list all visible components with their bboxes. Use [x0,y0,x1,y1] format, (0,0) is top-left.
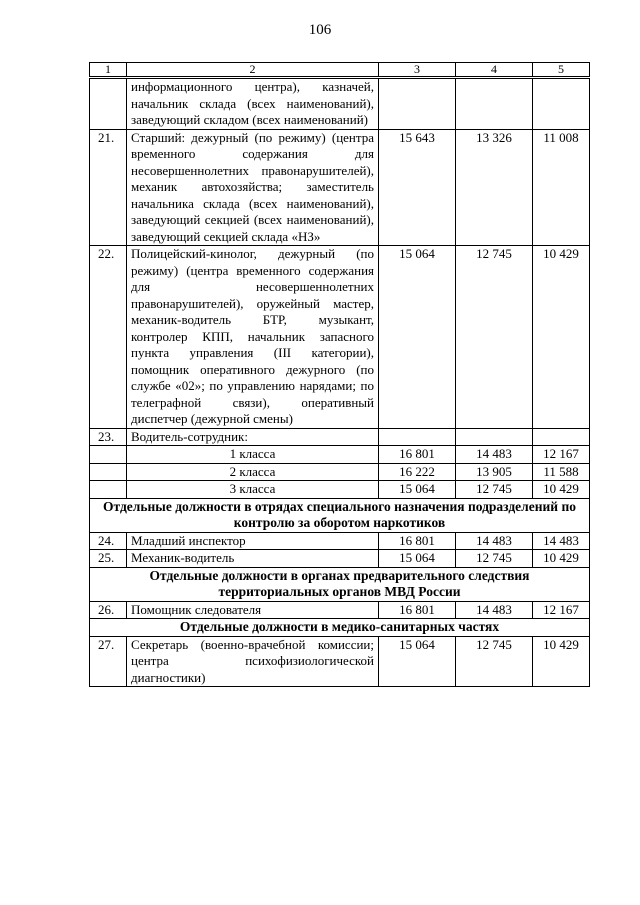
row-position-name: Водитель-сотрудник: [127,428,379,446]
section-heading: Отдельные должности в органах предварительного следствия территориальных органов МВД России [90,567,590,601]
row-value-col4: 14 483 [456,601,533,619]
row-value-col4: 12 745 [456,550,533,568]
row-value-col5: 10 429 [533,636,590,687]
row-number: 27. [90,636,127,687]
table-subrow [90,463,590,481]
row-number [90,78,127,130]
table-row [90,129,590,246]
row-value-col4: 13 326 [456,129,533,246]
row-class-label: 2 класса [127,463,379,481]
row-value-col3: 16 801 [379,601,456,619]
row-position-name: Полицейский-кинолог, дежурный (по режиму) (центра временного содержания для несовершеннолетних правонарушителей), оружейный мастер, механик-водитель БТР, музыкант, контролер КПП, начальник запасного пункта управления (III категории), помощник оперативного дежурного (по службе «02»; по управлению нарядами; по телеграфной связи), оперативный диспетчер (дежурной смены) [127,246,379,429]
row-value-col4: 12 745 [456,246,533,429]
row-value-col3 [379,78,456,130]
row-value-col3: 16 222 [379,463,456,481]
header-col-4: 4 [456,63,533,78]
row-value-col4: 12 745 [456,636,533,687]
table-subrow [90,446,590,464]
row-number: 23. [90,428,127,446]
salary-table [89,62,590,687]
row-value-col4: 14 483 [456,446,533,464]
row-number: 24. [90,532,127,550]
row-value-col3: 15 064 [379,481,456,499]
row-value-col5 [533,78,590,130]
page-number: 106 [308,22,332,38]
row-number: 25. [90,550,127,568]
table-row [90,532,590,550]
row-value-col3: 15 064 [379,550,456,568]
table-row [90,636,590,687]
row-class-label: 1 класса [127,446,379,464]
row-number: 21. [90,129,127,246]
section-heading-row [90,619,590,637]
header-col-1: 1 [90,63,127,78]
row-value-col5 [533,428,590,446]
row-value-col3: 15 643 [379,129,456,246]
row-number [90,481,127,499]
row-value-col4 [456,78,533,130]
row-value-col5: 10 429 [533,550,590,568]
row-value-col4: 12 745 [456,481,533,499]
row-position-name: Механик-водитель [127,550,379,568]
table-row [90,601,590,619]
row-number: 22. [90,246,127,429]
row-value-col3: 16 801 [379,532,456,550]
table-subrow [90,481,590,499]
section-heading: Отдельные должности в отрядах специального назначения подразделений по контролю за оборотом наркотиков [90,498,590,532]
row-position-name: Старший: дежурный (по режиму) (центра временного содержания для несовершеннолетних правонарушителей), механик автохозяйства; заместитель начальника склада (всех наименований), заведующий секцией (всех наименований), заведующий секцией склада «НЗ» [127,129,379,246]
row-value-col5: 11 008 [533,129,590,246]
row-value-col5: 11 588 [533,463,590,481]
row-number: 26. [90,601,127,619]
row-value-col5: 12 167 [533,601,590,619]
header-col-3: 3 [379,63,456,78]
row-value-col4: 13 905 [456,463,533,481]
row-value-col5: 10 429 [533,481,590,499]
section-heading: Отдельные должности в медико-санитарных частях [90,619,590,637]
table-row [90,78,590,130]
table-row [90,246,590,429]
row-value-col5: 10 429 [533,246,590,429]
header-col-5: 5 [533,63,590,78]
row-value-col4 [456,428,533,446]
row-value-col4: 14 483 [456,532,533,550]
row-number [90,463,127,481]
section-heading-row [90,567,590,601]
row-value-col5: 14 483 [533,532,590,550]
section-heading-row [90,498,590,532]
table-row [90,428,590,446]
row-value-col3: 16 801 [379,446,456,464]
row-position-name: информационного центра), казначей, начальник склада (всех наименований), заведующий складом (всех наименований) [127,78,379,130]
row-number [90,446,127,464]
table-header-row [90,63,590,78]
table-row [90,550,590,568]
row-value-col3: 15 064 [379,636,456,687]
row-value-col5: 12 167 [533,446,590,464]
row-class-label: 3 класса [127,481,379,499]
row-value-col3: 15 064 [379,246,456,429]
row-position-name: Секретарь (военно-врачебной комиссии; центра психофизиологической диагностики) [127,636,379,687]
row-position-name: Помощник следователя [127,601,379,619]
row-value-col3 [379,428,456,446]
row-position-name: Младший инспектор [127,532,379,550]
header-col-2: 2 [127,63,379,78]
